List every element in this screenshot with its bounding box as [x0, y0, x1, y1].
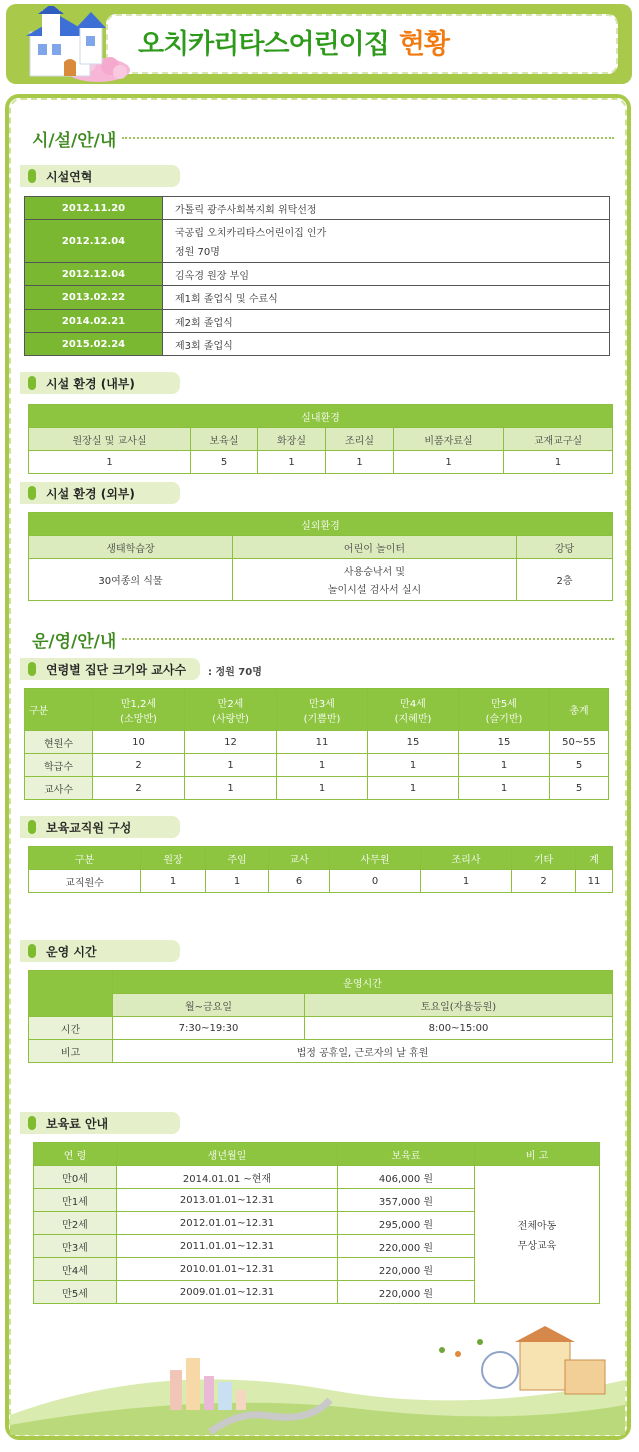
header-line2: (소망반): [120, 713, 157, 725]
operation-guide-heading: 운/영/안/내: [32, 632, 117, 652]
header-line2: (사랑반): [212, 713, 249, 725]
table-cell: 50~55: [550, 731, 609, 754]
history-desc: 제1회 졸업식 및 수료식: [163, 286, 610, 310]
outdoor-caption: 실외환경: [29, 513, 613, 536]
table-row: [25, 310, 610, 333]
table-cell: 1: [368, 777, 459, 800]
indoor-caption: 실내환경: [29, 405, 613, 428]
facility-guide-divider: [122, 137, 614, 139]
header-line1: 만2세: [217, 698, 244, 710]
table-cell: 11: [277, 731, 368, 754]
column-header: 총계: [550, 689, 609, 731]
column-header: 주임: [206, 847, 269, 870]
class-size-subheading: [20, 658, 200, 680]
table-cell: 1: [29, 451, 191, 474]
table-cell: 1: [185, 777, 277, 800]
fees-note-line1: 전체아동: [517, 1221, 557, 1232]
table-row: [25, 731, 609, 754]
table-cell: 5: [550, 754, 609, 777]
header-line2: (기쁨반): [303, 713, 341, 725]
table-cell: 2: [512, 870, 576, 893]
table-cell: 1: [368, 754, 459, 777]
table-cell: 2013.01.01~12.31: [117, 1189, 338, 1212]
history-date: 2012.11.20: [25, 197, 163, 220]
bullet-icon: [28, 376, 36, 390]
table-cell: 5: [550, 777, 609, 800]
indoor-subheading: [20, 372, 180, 394]
page-title-highlight: 현황: [398, 29, 449, 60]
table-cell: 1: [459, 754, 550, 777]
table-cell: 2012.01.01~12.31: [117, 1212, 338, 1235]
row-label: 만5세: [34, 1281, 117, 1304]
header-line2: (지혜반): [394, 713, 432, 725]
hours-table: [28, 970, 613, 1063]
table-cell: 2: [93, 777, 185, 800]
page-title-main: 오치카리타스어린이집: [138, 29, 389, 60]
indoor-subheading-label: 시설 환경 (내부): [46, 376, 135, 391]
table-cell: 2층: [517, 559, 613, 601]
history-subheading-label: 시설연혁: [46, 169, 93, 184]
history-date: 2014.02.21: [25, 310, 163, 333]
table-cell: 295,000 원: [338, 1212, 475, 1235]
fees-subheading-label: 보육료 안내: [46, 1116, 109, 1131]
row-label: 만0세: [34, 1166, 117, 1189]
indoor-table: [28, 404, 613, 474]
history-date: 2012.12.04: [25, 220, 163, 263]
table-cell: 220,000 원: [338, 1235, 475, 1258]
history-desc: [163, 220, 610, 263]
column-header: 비 고: [475, 1143, 600, 1166]
table-header-row: [29, 536, 613, 559]
table-cell: 1: [459, 777, 550, 800]
table-cell: 1: [277, 754, 368, 777]
table-row: [29, 1017, 613, 1040]
column-header: 교재교구실: [504, 428, 613, 451]
table-cell: 1: [326, 451, 394, 474]
header-line1: 만3세: [309, 698, 335, 710]
column-header: 사무원: [330, 847, 421, 870]
column-header: 생태학습장: [29, 536, 233, 559]
history-desc: 제3회 졸업식: [163, 333, 610, 356]
column-header: 구분: [29, 847, 141, 870]
table-cell: 15: [368, 731, 459, 754]
history-desc-line1: 국공립 오치카리타스어린이집 인가: [175, 228, 327, 239]
header-line1: 만5세: [491, 698, 517, 710]
history-date: 2013.02.22: [25, 286, 163, 310]
table-cell: 220,000 원: [338, 1258, 475, 1281]
table-row: [25, 333, 610, 356]
row-label: 현원수: [25, 731, 93, 754]
table-cell: 5: [191, 451, 258, 474]
column-header: 월~금요일: [113, 994, 305, 1017]
table-row: [29, 1040, 613, 1063]
table-row: [29, 559, 613, 601]
table-header-row: [29, 994, 613, 1017]
bullet-icon: [28, 820, 36, 834]
table-cell: 0: [330, 870, 421, 893]
table-cell: 220,000 원: [338, 1281, 475, 1304]
history-date: 2015.02.24: [25, 333, 163, 356]
staff-subheading: [20, 816, 180, 838]
table-cell: 1: [185, 754, 277, 777]
table-header-row: [29, 971, 613, 994]
column-header: 기타: [512, 847, 576, 870]
capacity-note: : 정원 70명: [208, 667, 262, 678]
table-cell: 30여종의 식물: [29, 559, 233, 601]
bullet-icon: [28, 169, 36, 183]
facility-guide-heading: 시/설/안/내: [32, 131, 117, 151]
table-row: [25, 286, 610, 310]
history-table: [24, 196, 610, 356]
column-header: 조리사: [421, 847, 512, 870]
table-cell: 15: [459, 731, 550, 754]
column-header: 비품자료실: [394, 428, 504, 451]
table-cell: 1: [421, 870, 512, 893]
column-header: [459, 689, 550, 731]
row-label: 교사수: [25, 777, 93, 800]
table-cell: 10: [93, 731, 185, 754]
column-header: 원장: [141, 847, 206, 870]
hours-caption: 운영시간: [113, 971, 613, 994]
fees-note-line2: 무상교육: [517, 1241, 557, 1252]
table-row: [29, 451, 613, 474]
column-header: 보육료: [338, 1143, 475, 1166]
table-cell: 2009.01.01~12.31: [117, 1281, 338, 1304]
table-row: [29, 870, 613, 893]
table-cell: 2014.01.01 ~현재: [117, 1166, 338, 1189]
column-header: [368, 689, 459, 731]
operation-guide-divider: [122, 638, 614, 640]
column-header: 강당: [517, 536, 613, 559]
table-cell: 1: [141, 870, 206, 893]
header-line1: 만1,2세: [120, 698, 157, 710]
table-cell: 법정 공휴일, 근로자의 날 휴원: [113, 1040, 613, 1063]
history-desc: 김옥경 원장 부임: [163, 263, 610, 286]
table-row: [25, 220, 610, 263]
blank-header: [29, 971, 113, 1017]
hours-subheading: [20, 940, 180, 962]
table-cell: 1: [504, 451, 613, 474]
fees-table: [33, 1142, 600, 1304]
row-label: 만3세: [34, 1235, 117, 1258]
table-cell: 2011.01.01~12.31: [117, 1235, 338, 1258]
table-row: [25, 754, 609, 777]
row-label: 비고: [29, 1040, 113, 1063]
row-label: 교직원수: [29, 870, 141, 893]
header-line1: 만4세: [400, 698, 426, 710]
row-label: 시간: [29, 1017, 113, 1040]
table-cell: 1: [258, 451, 326, 474]
table-cell: 7:30~19:30: [113, 1017, 305, 1040]
column-header: 보육실: [191, 428, 258, 451]
table-cell: 2: [93, 754, 185, 777]
fees-note: [475, 1166, 600, 1304]
house-illustration: [20, 6, 130, 82]
row-label: 학급수: [25, 754, 93, 777]
table-header-row: [34, 1143, 600, 1166]
table-row: [34, 1166, 600, 1189]
table-cell: 8:00~15:00: [305, 1017, 613, 1040]
column-header: [185, 689, 277, 731]
history-date: 2012.12.04: [25, 263, 163, 286]
column-header: 토요일(자율등원): [305, 994, 613, 1017]
table-row: [25, 263, 610, 286]
history-desc: 제2회 졸업식: [163, 310, 610, 333]
table-header-row: [29, 847, 613, 870]
staff-subheading-label: 보육교직원 구성: [46, 820, 132, 835]
column-header: 교사: [269, 847, 330, 870]
bullet-icon: [28, 662, 36, 676]
table-cell: 406,000 원: [338, 1166, 475, 1189]
column-header: 조리실: [326, 428, 394, 451]
header-line2: (슬기반): [485, 713, 523, 725]
history-desc: 가톨릭 광주사회복지회 위탁선정: [163, 197, 610, 220]
column-header: [277, 689, 368, 731]
column-header: 생년월일: [117, 1143, 338, 1166]
table-cell: 11: [576, 870, 613, 893]
outdoor-subheading-label: 시설 환경 (외부): [46, 486, 135, 501]
column-header: 어린이 놀이터: [233, 536, 517, 559]
page-title: [138, 22, 449, 61]
history-subheading: [20, 165, 180, 187]
table-cell: 1: [206, 870, 269, 893]
table-row: [25, 197, 610, 220]
column-header: 원장실 및 교사실: [29, 428, 191, 451]
table-cell: 6: [269, 870, 330, 893]
bullet-icon: [28, 944, 36, 958]
playground-line2: 놀이시설 검사서 실시: [327, 585, 422, 596]
column-header: 구분: [25, 689, 93, 731]
table-header-row: [25, 689, 609, 731]
column-header: 연 령: [34, 1143, 117, 1166]
row-label: 만4세: [34, 1258, 117, 1281]
row-label: 만1세: [34, 1189, 117, 1212]
bullet-icon: [28, 1116, 36, 1130]
class-size-subheading-label: 연령별 집단 크기와 교사수: [46, 662, 187, 677]
outdoor-subheading: [20, 482, 180, 504]
playground-line1: 사용승낙서 및: [343, 567, 406, 578]
table-cell: [233, 559, 517, 601]
history-desc-line2: 정원 70명: [175, 247, 220, 258]
table-cell: 1: [394, 451, 504, 474]
bullet-icon: [28, 486, 36, 500]
column-header: 계: [576, 847, 613, 870]
staff-table: [28, 846, 613, 893]
fees-subheading: [20, 1112, 180, 1134]
table-cell: 357,000 원: [338, 1189, 475, 1212]
table-cell: 12: [185, 731, 277, 754]
bottom-landscape-illustration: [10, 1320, 625, 1435]
column-header: 화장실: [258, 428, 326, 451]
table-row: [25, 777, 609, 800]
class-size-table: [24, 688, 609, 800]
outdoor-table: [28, 512, 613, 601]
row-label: 만2세: [34, 1212, 117, 1235]
table-header-row: [29, 428, 613, 451]
table-cell: 2010.01.01~12.31: [117, 1258, 338, 1281]
table-cell: 1: [277, 777, 368, 800]
hours-subheading-label: 운영 시간: [46, 944, 97, 959]
column-header: [93, 689, 185, 731]
